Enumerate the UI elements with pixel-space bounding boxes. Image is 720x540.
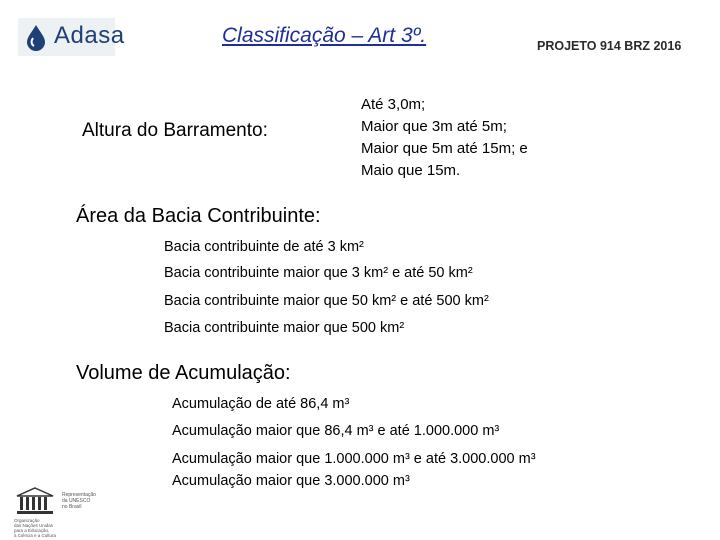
unesco-caption: Representação da UNESCO no Brasil [62, 492, 96, 510]
logo-text: Adasa [54, 22, 125, 49]
volume-item: Acumulação maior que 3.000.000 m³ [172, 473, 410, 489]
unesco-subcaption: Organização das Nações Unidas para a Educação, a Ciência e a Cultura [14, 518, 57, 538]
altura-option: Maior que 3m até 5m; [361, 118, 507, 135]
unesco-temple-icon [14, 486, 56, 516]
altura-option: Até 3,0m; [361, 96, 426, 113]
volume-item: Acumulação de até 86,4 m³ [172, 396, 350, 412]
altura-label: Altura do Barramento: [82, 120, 268, 141]
bacia-item: Bacia contribuinte de até 3 km² [164, 239, 364, 255]
volume-item: Acumulação maior que 86,4 m³ e até 1.000.000 m³ [172, 423, 500, 439]
water-drop-icon [18, 18, 54, 56]
slide-title: Classificação – Art 3º. [222, 24, 427, 47]
bacia-item: Bacia contribuinte maior que 3 km² e até 50 km² [164, 265, 473, 281]
bacia-heading: Área da Bacia Contribuinte: [76, 205, 321, 227]
altura-option: Maior que 5m até 15m; e [361, 140, 528, 157]
bacia-item: Bacia contribuinte maior que 500 km² [164, 320, 405, 336]
adasa-logo [18, 18, 125, 56]
altura-option: Maio que 15m. [361, 162, 461, 179]
volume-item: Acumulação maior que 1.000.000 m³ e até 3.000.000 m³ [172, 451, 536, 467]
project-code: PROJETO 914 BRZ 2016 [537, 39, 682, 53]
bacia-item: Bacia contribuinte maior que 50 km² e até 500 km² [164, 293, 489, 309]
volume-heading: Volume de Acumulação: [76, 362, 291, 384]
